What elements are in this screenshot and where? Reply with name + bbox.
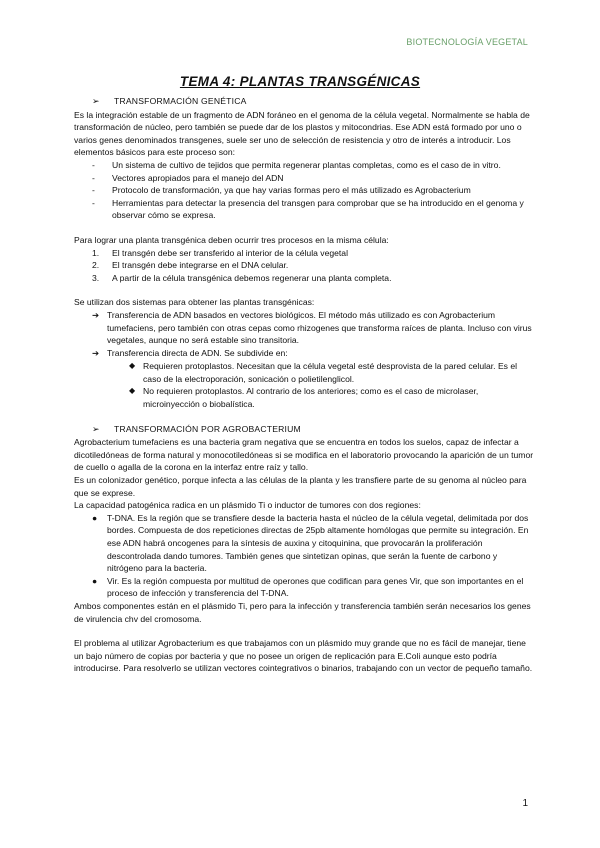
course-header: BIOTECNOLOGÍA VEGETAL [406,37,528,47]
section-title: TRANSFORMACIÓN GENÉTICA [114,96,247,106]
list-item: - Un sistema de cultivo de tejidos que permita regenerar plantas completas, como es el caso de in vitro. [74,159,534,172]
direct-transfer-list [74,360,534,410]
list-item: - Protocolo de transformación, ya que hay varias formas pero el más utilizado es Agrobacterium [74,184,534,197]
list-item: - Vectores apropiados para el manejo del ADN [74,172,534,185]
list-item: ● T-DNA. Es la región que se transfiere desde la bacteria hasta el núcleo de la célula vegetal, delimitada por dos bordes. Compuesta de dos repeticiones directas de 25pb altamente homólogas que permite su integración. En ese ADN habrá oncogenes para la síntesis de auxina y citoquinina, que provocarán la proliferación descontrolada dando tumores. También genes que sintetizan opinas, que serán la fuente de carbono y nitrógeno para la bacteria. [92,512,529,574]
diamond-bullet-icon: ◆ [129,386,136,396]
arrow-icon: ➔ [92,309,100,320]
plasmid-regions-list [74,512,534,600]
list-item: ➔ Transferencia de ADN basados en vectores biológicos. El método más utilizado es con Agrobacterium tumefaciens, pero también con otras cepas como rhizogenes que transforma raíces de planta. Incluso con virus vegetales, aunque no será estable sino transitoria. [92,309,532,346]
document-body [74,95,534,675]
processes-intro: Para lograr una planta transgénica deben ocurrir tres procesos en la misma célula: [74,234,389,245]
arrow-icon: ➔ [92,347,100,358]
section-arrow-icon: ➢ [92,96,100,106]
page-title: TEMA 4: PLANTAS TRANSGÉNICAS [179,74,421,89]
list-item: 2. El transgén debe integrarse en el DNA celular. [92,260,289,271]
paragraph: Ambos componentes están en el plásmido Ti, pero para la infección y transferencia también serán necesarios los genes de virulencia chv del cromosoma. [74,600,531,624]
section-heading-agrobacterium [74,423,534,436]
section-heading-transformacion-genetica [74,95,534,108]
section-arrow-icon: ➢ [92,423,100,434]
list-item: ➔ Transferencia directa de ADN. Se subdivide en: [92,347,288,358]
list-item: ◆ Requieren protoplastos. Necesitan que la célula vegetal esté desprovista de la pared celular. Es el caso de la electroporación, sonicación o polietilenglicol. [129,361,518,384]
basic-elements-list [74,159,534,222]
paragraph: La capacidad patogénica radica en un plásmido Ti o inductor de tumores con dos regiones: [74,500,421,511]
list-item: - Herramientas para detectar la presencia del transgen para comprobar que se ha introducido en el genoma y observar cómo se expresa. [74,197,534,222]
paragraph: El problema al utilizar Agrobacterium es que trabajamos con un plásmido muy grande que no es fácil de manejar, tiene un bajo número de copias por bacteria y que no posee un origen de replicación para E.Coli aunque esto podría introducirse. Para resolverlo se utilizan vectores cointegrativos o binarios, trabajando con un vector de pequeño tamaño. [74,638,533,674]
list-item: ● Vir. Es la región compuesta por multitud de operones que codifican para genes Vir, que son importantes en el proceso de infección y transferencia del T-DNA. [92,575,524,599]
processes-list [74,247,534,285]
section-title: TRANSFORMACIÓN POR AGROBACTERIUM [114,423,301,434]
diamond-bullet-icon: ◆ [129,361,136,371]
systems-list [74,309,534,359]
paragraph: Es un colonizador genético, porque infecta a las células de la planta y les transfiere parte de su genoma al núcleo para que se exprese. [74,475,527,498]
systems-intro: Se utilizan dos sistemas para obtener las plantas transgénicas: [74,297,315,308]
list-item: 1. El transgén debe ser transferido al interior de la célula vegetal [92,247,348,258]
list-item: ◆ No requieren protoplastos. Al contrario de los anteriores; como es el caso de microlaser, microinyección o biobalística. [129,386,479,410]
paragraph: Agrobacterium tumefaciens es una bacteria gram negativa que se encuentra en todos los suelos, capaz de infectar a dicotiledóneas de forma natural y monocotiledóneas si se modifica en el laboratorio provocando la aparición de un tumor de cuello o agalla de la corona en la interfaz entre raíz y tallo. [74,437,534,473]
page-number: 1 [522,798,528,809]
intro-paragraph: Es la integración estable de un fragmento de ADN foráneo en el genoma de la célula vegetal. Normalmente se habla de transformación de núcleo, pero también se puede dar de los plastos y mitocondrias. Ese ADN está formado por uno o varios genes denominados transgenes, suele ser uno de selección de resistencia y otro de interés a introducir. Los elementos básicos para este proceso son: [74,109,530,158]
dot-bullet-icon: ● [92,512,98,523]
list-item: 3. A partir de la célula transgénica debemos regenerar una planta completa. [92,272,392,283]
dot-bullet-icon: ● [92,575,98,586]
